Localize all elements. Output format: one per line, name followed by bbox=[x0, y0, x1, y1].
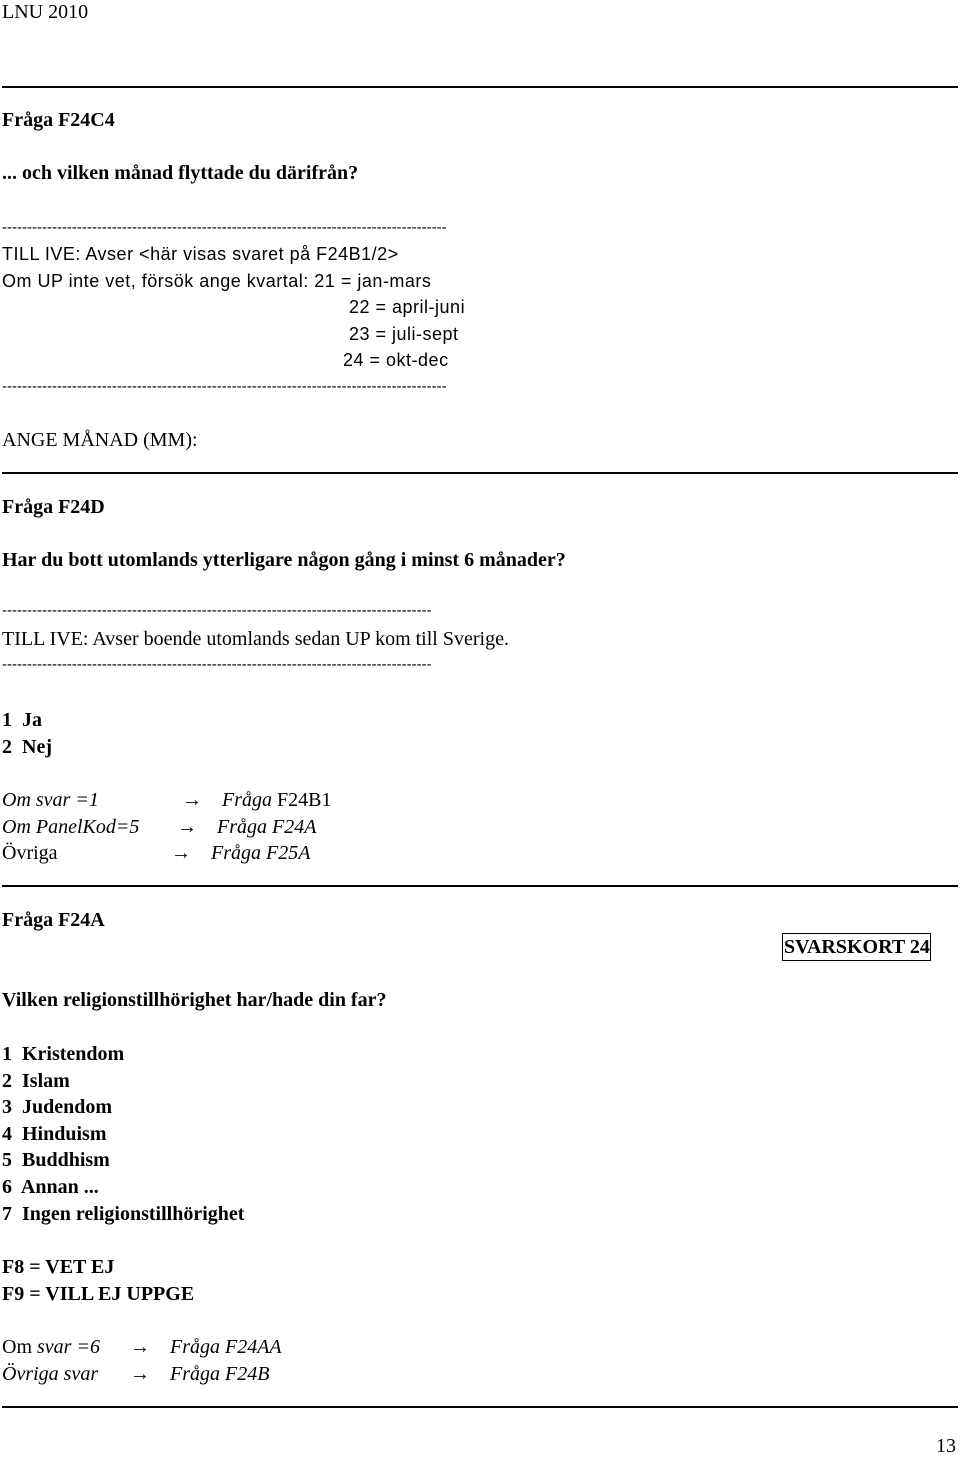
routing-condition bbox=[2, 1335, 100, 1359]
question-text-f24c4: ... och vilken månad flyttade du därifrån? bbox=[2, 162, 359, 184]
answer-option: 1 Kristendom bbox=[2, 1043, 125, 1065]
quarter-option: 23 = juli-sept bbox=[349, 324, 459, 344]
section-rule bbox=[2, 472, 958, 474]
interviewer-note-f24d: TILL IVE: Avser boende utomlands sedan UP kom till Sverige. bbox=[2, 628, 509, 650]
routing-arrow-icon: → bbox=[182, 789, 202, 811]
special-code: F8 = VET EJ bbox=[2, 1256, 115, 1278]
routing-arrow-icon: → bbox=[130, 1336, 150, 1358]
routing-target bbox=[222, 788, 331, 812]
question-text-f24d: Har du bott utomlands ytterligare någon gång i minst 6 månader? bbox=[2, 549, 566, 571]
routing-arrow-icon: → bbox=[130, 1363, 150, 1385]
answer-option: 2 Islam bbox=[2, 1070, 70, 1092]
answer-card-label: SVARSKORT 24 bbox=[782, 933, 931, 961]
question-label-f24c4: Fråga F24C4 bbox=[2, 109, 115, 131]
answer-option: 2 Nej bbox=[2, 736, 52, 758]
quarter-instruction: Om UP inte vet, försök ange kvartal: 21 = jan-mars bbox=[2, 271, 432, 291]
answer-option: 6 Annan ... bbox=[2, 1176, 99, 1198]
question-text-f24a: Vilken religionstillhörighet har/hade din far? bbox=[2, 989, 387, 1011]
answer-option: 5 Buddhism bbox=[2, 1149, 110, 1171]
routing-target: Fråga F24AA bbox=[170, 1336, 282, 1358]
document-header: LNU 2010 bbox=[2, 1, 89, 23]
routing-target: Fråga F24B bbox=[170, 1363, 270, 1385]
routing-condition: Om PanelKod=5 bbox=[2, 816, 140, 838]
answer-option: 7 Ingen religionstillhörighet bbox=[2, 1203, 245, 1225]
question-label-f24d: Fråga F24D bbox=[2, 496, 105, 518]
routing-condition: Övriga bbox=[2, 842, 58, 864]
answer-option: 3 Judendom bbox=[2, 1096, 113, 1118]
routing-target-a: Fråga bbox=[222, 789, 272, 811]
routing-condition: Övriga svar bbox=[2, 1363, 99, 1385]
routing-condition: Om svar =1 bbox=[2, 789, 99, 811]
quarter-option: 24 = okt-dec bbox=[343, 350, 449, 370]
routing-target: Fråga F24A bbox=[217, 816, 317, 838]
answer-option: 4 Hinduism bbox=[2, 1123, 107, 1145]
section-rule bbox=[2, 885, 958, 887]
footer-rule bbox=[2, 1406, 958, 1408]
answer-prompt-month: ANGE MÅNAD (MM): bbox=[2, 429, 198, 451]
quarter-option: 22 = april-juni bbox=[349, 297, 466, 317]
routing-arrow-icon: → bbox=[177, 816, 197, 838]
dash-separator-bottom-f24d: -------------------------------------------------------------------------------------- bbox=[2, 657, 432, 673]
dash-separator-bottom-f24c4: ----------------------------------------------------------------------------------------- bbox=[2, 379, 447, 395]
answer-option: 1 Ja bbox=[2, 709, 42, 731]
routing-target-b: F24B1 bbox=[272, 789, 332, 811]
dash-separator-top-f24d: -------------------------------------------------------------------------------------- bbox=[2, 603, 432, 619]
routing-target: Fråga F25A bbox=[211, 842, 311, 864]
question-label-f24a: Fråga F24A bbox=[2, 909, 105, 931]
interviewer-note-f24c4: TILL IVE: Avser <här visas svaret på F24B1/2> bbox=[2, 244, 399, 264]
routing-condition-prefix: Om bbox=[2, 1336, 37, 1358]
page-number: 13 bbox=[936, 1435, 956, 1457]
special-code: F9 = VILL EJ UPPGE bbox=[2, 1283, 195, 1305]
routing-condition-value: svar =6 bbox=[37, 1336, 100, 1358]
header-rule bbox=[2, 86, 958, 88]
dash-separator-top-f24c4: ----------------------------------------------------------------------------------------- bbox=[2, 220, 447, 236]
routing-arrow-icon: → bbox=[171, 842, 191, 864]
